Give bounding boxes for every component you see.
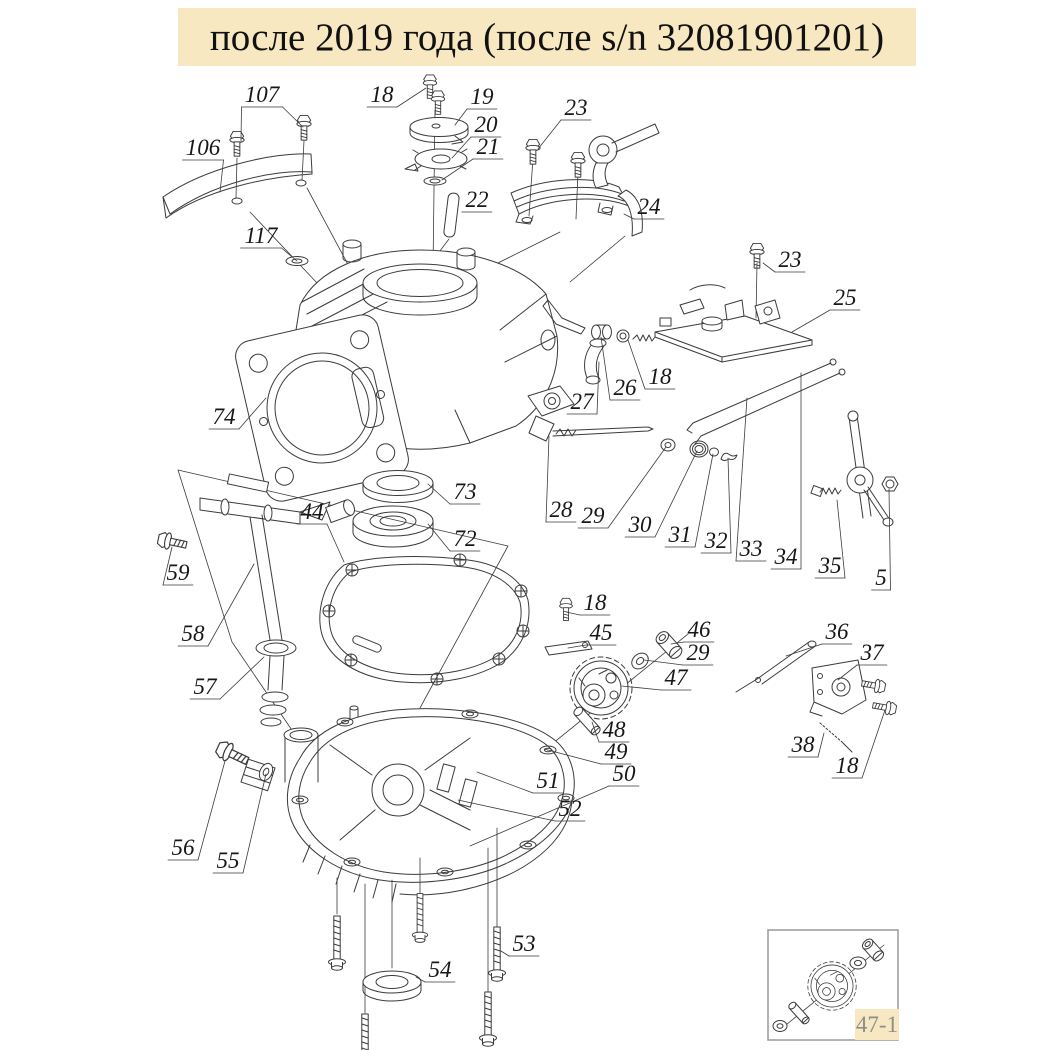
bearing-72 — [353, 506, 433, 547]
part-label-37: 37 — [860, 640, 884, 665]
bolt-23-left — [526, 139, 540, 164]
part-label-107: 107 — [244, 82, 280, 107]
part-label-20: 20 — [474, 112, 498, 137]
part-label-36: 36 — [825, 619, 849, 644]
bolt-53-e — [480, 992, 497, 1046]
bolt-18-top2 — [431, 91, 445, 114]
bushing-46 — [654, 629, 684, 661]
bolt-18-cam — [560, 598, 573, 620]
part-label-29: 29 — [686, 640, 710, 665]
bearing-73 — [363, 471, 433, 503]
part-label-38: 38 — [791, 732, 815, 757]
part-label-19: 19 — [470, 84, 494, 109]
part-label-26: 26 — [613, 375, 637, 400]
nut-5 — [882, 477, 898, 491]
part-label-53: 53 — [512, 931, 536, 956]
bolt-53-c — [412, 894, 427, 943]
part-label-21: 21 — [476, 134, 500, 159]
part-label-35: 35 — [818, 553, 842, 578]
part-label-73: 73 — [453, 479, 477, 504]
part-label-44: 44 — [300, 499, 324, 524]
part-label-22: 22 — [465, 187, 489, 212]
page-title: после 2019 года (после s/n 32081901201) — [178, 8, 916, 66]
part-label-23: 23 — [564, 95, 588, 120]
oil-seal-54 — [363, 971, 421, 1001]
part-label-45: 45 — [589, 620, 613, 645]
part-label-18: 18 — [370, 82, 394, 107]
muffler-guard-24 — [480, 124, 659, 282]
bolt-107-left — [230, 131, 244, 156]
part-label-58: 58 — [181, 621, 205, 646]
part-label-25: 25 — [833, 285, 857, 310]
part-label-28: 28 — [549, 497, 573, 522]
spring-38 — [820, 723, 842, 742]
bolt-53-a — [329, 916, 346, 970]
part-label-31: 31 — [668, 522, 692, 547]
part-label-51: 51 — [536, 768, 560, 793]
part-label-18: 18 — [835, 753, 859, 778]
bolt-107-right — [297, 115, 311, 140]
part-label-24: 24 — [637, 194, 661, 219]
inset-part-label: 47-1 — [855, 1009, 899, 1040]
part-label-57: 57 — [193, 674, 217, 699]
part-label-49: 49 — [604, 739, 628, 764]
bolt-18-bracket-2 — [872, 699, 897, 716]
part-label-18: 18 — [648, 364, 672, 389]
governor-linkage — [529, 359, 898, 526]
part-label-52: 52 — [558, 796, 582, 821]
part-label-55: 55 — [216, 848, 240, 873]
part-label-18: 18 — [583, 590, 607, 615]
part-label-106: 106 — [185, 135, 221, 160]
part-label-27: 27 — [570, 389, 594, 414]
part-label-5: 5 — [875, 565, 887, 590]
part-label-74: 74 — [212, 404, 236, 429]
part-label-29: 29 — [581, 503, 605, 528]
oil-pan-cover — [214, 709, 574, 902]
part-label-59: 59 — [166, 560, 190, 585]
bolt-53-b — [357, 1014, 374, 1050]
part-label-72: 72 — [453, 526, 477, 551]
part-label-23: 23 — [778, 247, 802, 272]
bolt-59 — [157, 531, 188, 553]
part-label-47: 47 — [664, 665, 688, 690]
part-label-117: 117 — [244, 223, 278, 248]
part-label-48: 48 — [602, 717, 626, 742]
part-label-34: 34 — [774, 544, 798, 569]
part-label-46: 46 — [687, 617, 711, 642]
bolt-23-right — [571, 152, 585, 177]
part-label-50: 50 — [612, 761, 636, 786]
part-label-33: 33 — [739, 536, 763, 561]
drain-plug-56 — [214, 739, 251, 770]
part-label-32: 32 — [704, 528, 728, 553]
part-label-54: 54 — [428, 957, 452, 982]
bolt-53-d — [489, 927, 506, 981]
part-label-56: 56 — [171, 835, 195, 860]
gasket-44 — [320, 554, 529, 685]
part-label-30: 30 — [628, 512, 652, 537]
